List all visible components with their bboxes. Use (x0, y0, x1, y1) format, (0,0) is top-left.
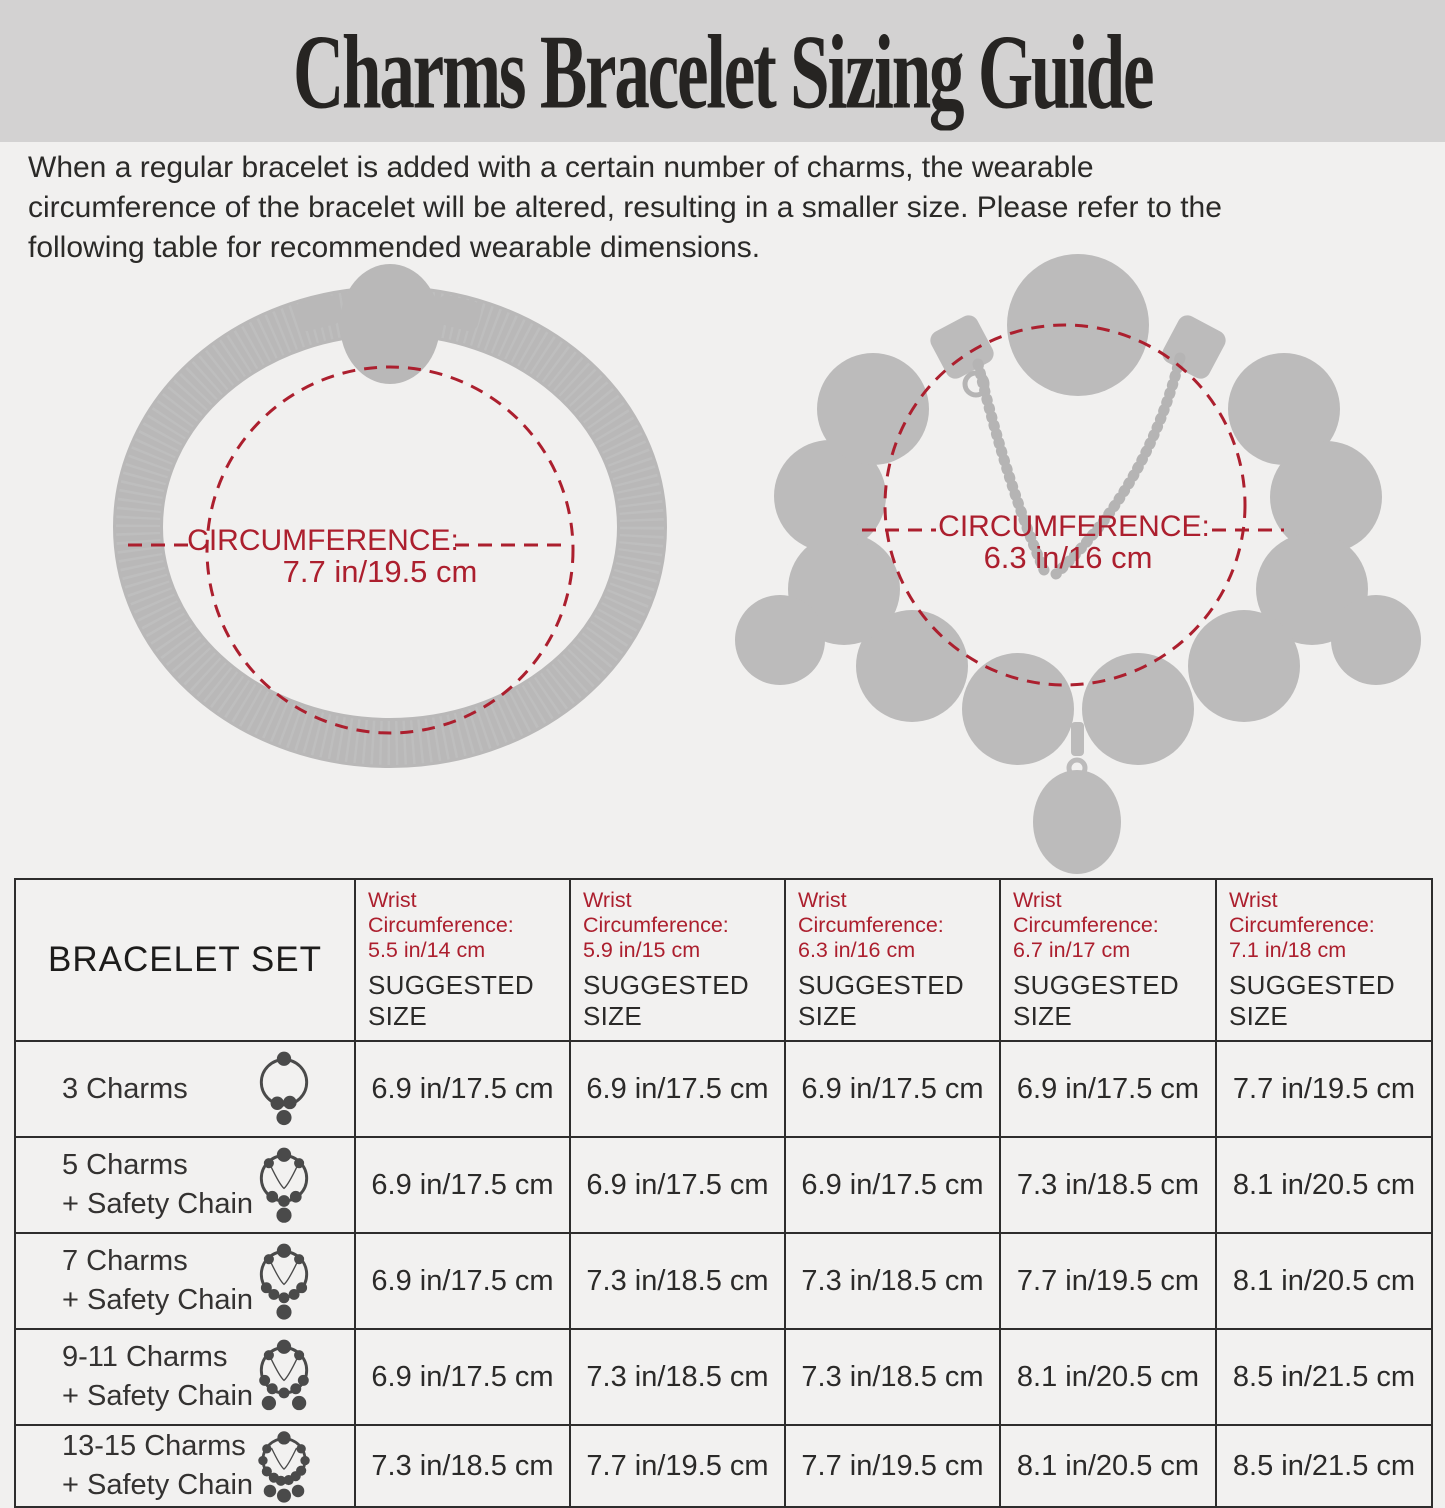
wrist-column-header-2 (570, 879, 785, 1041)
charm-bracelet-illustration (735, 254, 1421, 874)
size-cell: 8.5 in/21.5 cm (1216, 1425, 1432, 1507)
plain-bracelet-illustration (128, 264, 642, 743)
size-cell: 7.3 in/18.5 cm (570, 1329, 785, 1425)
row-label: 9-11 Charms (62, 1341, 228, 1373)
wrist-title: Wrist Circumference: (1229, 888, 1375, 937)
row-label: 5 Charms (62, 1149, 188, 1181)
wrist-value: 5.9 in/15 cm (583, 938, 701, 962)
size-cell: 7.7 in/19.5 cm (1000, 1233, 1216, 1329)
row-label: 7 Charms (62, 1245, 188, 1277)
suggested-size-label: SUGGESTED SIZE (1229, 970, 1395, 1031)
wrist-column-header-4 (1000, 879, 1216, 1041)
bracelet-5-charms-icon (252, 1143, 316, 1227)
wrist-value: 5.5 in/14 cm (368, 938, 486, 962)
wrist-title: Wrist Circumference: (798, 888, 944, 937)
wrist-title: Wrist Circumference: (1013, 888, 1159, 937)
wrist-value: 6.7 in/17 cm (1013, 938, 1131, 962)
wrist-column-header-3 (785, 879, 1000, 1041)
size-cell: 6.9 in/17.5 cm (355, 1137, 570, 1233)
row-label-2: + Safety Chain (62, 1284, 254, 1316)
bracelet-set-header: BRACELET SET (15, 879, 355, 1041)
bracelet-3-charms-icon (252, 1047, 316, 1131)
size-cell: 7.7 in/19.5 cm (570, 1425, 785, 1507)
size-cell: 7.3 in/18.5 cm (1000, 1137, 1216, 1233)
wrist-title: Wrist Circumference: (368, 888, 514, 937)
suggested-size-label: SUGGESTED SIZE (798, 970, 964, 1031)
wrist-value: 6.3 in/16 cm (798, 938, 916, 962)
circumference-value-right: 6.3 in/16 cm (983, 540, 1153, 575)
size-cell: 8.1 in/20.5 cm (1000, 1329, 1216, 1425)
bracelet-set-cell (15, 1137, 355, 1233)
row-label-2: + Safety Chain (62, 1469, 254, 1501)
row-label-2: + Safety Chain (62, 1380, 254, 1412)
size-cell: 6.9 in/17.5 cm (570, 1137, 785, 1233)
bracelet-illustrations (0, 240, 1445, 880)
size-cell: 6.9 in/17.5 cm (785, 1137, 1000, 1233)
page-title: Charms Bracelet Sizing Guide (292, 12, 1153, 130)
size-cell: 8.1 in/20.5 cm (1000, 1425, 1216, 1507)
size-cell: 8.1 in/20.5 cm (1216, 1137, 1432, 1233)
bracelet-set-cell (15, 1425, 355, 1507)
table-row-3-charms (15, 1041, 1432, 1137)
size-cell: 8.5 in/21.5 cm (1216, 1329, 1432, 1425)
intro-line-1: When a regular bracelet is added with a certain number of charms, the wearable (28, 151, 1094, 184)
circumference-label-right: CIRCUMFERENCE: (938, 510, 1210, 543)
row-label-2: + Safety Chain (62, 1188, 254, 1220)
wrist-column-header-1 (355, 879, 570, 1041)
suggested-size-label: SUGGESTED SIZE (583, 970, 749, 1031)
bracelet-set-cell (15, 1233, 355, 1329)
table-row-7-charms (15, 1233, 1432, 1329)
row-label: 3 Charms (62, 1072, 188, 1105)
bracelet-13-15-charms-icon (252, 1427, 316, 1505)
size-cell: 6.9 in/17.5 cm (355, 1329, 570, 1425)
circumference-label-left: CIRCUMFERENCE: (187, 524, 459, 557)
suggested-size-label: SUGGESTED SIZE (368, 970, 534, 1031)
wrist-title: Wrist Circumference: (583, 888, 729, 937)
size-cell: 7.3 in/18.5 cm (570, 1233, 785, 1329)
table-row-9-11-charms (15, 1329, 1432, 1425)
intro-line-3: following table for recommended wearable dimensions. (28, 231, 761, 264)
size-cell: 6.9 in/17.5 cm (355, 1233, 570, 1329)
wrist-column-header-5 (1216, 879, 1432, 1041)
intro-line-2: circumference of the bracelet will be altered, resulting in a smaller size. Please refer to the (28, 191, 1222, 224)
size-cell: 7.7 in/19.5 cm (785, 1425, 1000, 1507)
bracelet-9-11-charms-icon (252, 1335, 316, 1419)
suggested-size-label: SUGGESTED SIZE (1013, 970, 1179, 1031)
title-band (0, 0, 1445, 142)
size-cell: 6.9 in/17.5 cm (355, 1041, 570, 1137)
size-cell: 6.9 in/17.5 cm (785, 1041, 1000, 1137)
table-row-13-15-charms (15, 1425, 1432, 1507)
size-cell: 7.3 in/18.5 cm (785, 1329, 1000, 1425)
bracelet-set-cell (15, 1329, 355, 1425)
table-header-row (15, 879, 1432, 1041)
circumference-value-left: 7.7 in/19.5 cm (282, 554, 478, 589)
bracelet-set-cell (15, 1041, 355, 1137)
sizing-table (14, 878, 1433, 1508)
size-cell: 6.9 in/17.5 cm (570, 1041, 785, 1137)
bracelet-illustrations-svg (0, 240, 1445, 880)
size-cell: 7.3 in/18.5 cm (785, 1233, 1000, 1329)
size-cell: 6.9 in/17.5 cm (1000, 1041, 1216, 1137)
wrist-value: 7.1 in/18 cm (1229, 938, 1347, 962)
size-cell: 7.3 in/18.5 cm (355, 1425, 570, 1507)
size-cell: 8.1 in/20.5 cm (1216, 1233, 1432, 1329)
bracelet-7-charms-icon (252, 1239, 316, 1323)
size-cell: 7.7 in/19.5 cm (1216, 1041, 1432, 1137)
row-label: 13-15 Charms (62, 1430, 246, 1462)
table-row-5-charms (15, 1137, 1432, 1233)
